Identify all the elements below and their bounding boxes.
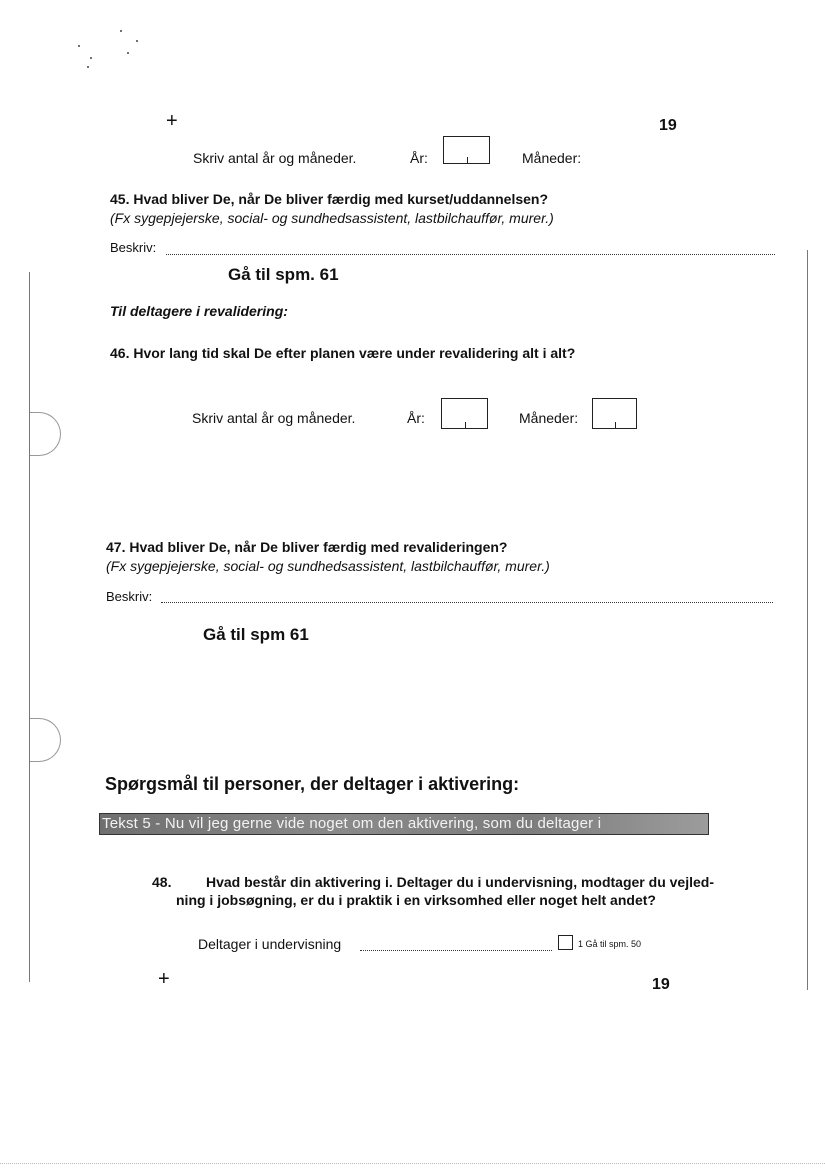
q46-question [110,345,575,361]
q47-goto: Gå til spm 61 [203,625,309,644]
scan-speck [90,57,92,59]
q47-describe-label: Beskriv: [106,589,153,604]
q46-instruction: Skriv antal år og måneder. [192,410,356,426]
q47-number: 47. [106,539,126,555]
q47-example: (Fx sygepjejerske, social- og sundhedsassistent, lastbilchauffør, murer.) [106,558,550,574]
q45-text: Hvad bliver De, når De bliver færdig med kurset/uddannelsen? [133,191,549,207]
q48-number: 48. [152,874,172,890]
q46-months-label: Måneder: [519,410,579,426]
q48-question-line2: ning i jobsøgning, er du i praktik i en virksomhed eller noget helt andet? [176,892,656,908]
q45-describe-label: Beskriv: [110,240,157,255]
q45-example: (Fx sygepjejerske, social- og sundhedsassistent, lastbilchauffør, murer.) [110,210,554,226]
activation-heading: Spørgsmål til personer, der deltager i aktivering: [105,774,520,794]
punch-hole [30,718,61,762]
q47-describe-line[interactable] [161,602,773,603]
q48-option-leader [360,950,552,951]
q45-goto: Gå til spm. 61 [228,265,339,284]
punch-hole [30,412,61,456]
q45-question [110,191,548,207]
q47-question [106,539,507,555]
q46-text: Hvor lang tid skal De efter planen være under revalidering alt i alt? [133,345,576,361]
scan-speck [127,52,129,54]
q48-option-label: Deltager i undervisning [198,936,342,952]
q45-describe-line[interactable] [166,254,775,255]
q48-option-checkbox[interactable] [558,935,573,950]
registration-plus-mark-bottom: + [158,968,170,990]
interviewer-text-banner [99,813,709,835]
scan-speck [136,40,138,42]
q48-question-line1: Hvad består din aktivering i. Deltager du i undervisning, modtager du vejled- [206,874,714,890]
q48-option-code: 1 Gå til spm. 50 [578,939,642,949]
scan-bottom-edge [0,1163,825,1165]
registration-plus-mark: + [166,110,178,132]
scan-speck [78,45,80,47]
q44-years-input[interactable] [443,136,490,164]
q46-years-label: År: [407,410,425,426]
revalidation-heading: Til deltagere i revalidering: [110,303,288,319]
q46-months-input[interactable] [592,398,637,429]
scan-speck [120,30,122,32]
page-number-bottom: 19 [652,976,670,993]
banner-text: Tekst 5 - Nu vil jeg gerne vide noget om den aktivering, som du deltager i [102,815,602,832]
q47-text: Hvad bliver De, når De bliver færdig med revalideringen? [129,539,508,555]
right-margin-line [807,250,808,990]
q44-years-label: År: [410,150,428,166]
left-margin-line [29,272,30,982]
q44-months-label: Måneder: [522,150,582,166]
q45-number: 45. [110,191,130,207]
page-number-top: 19 [659,117,677,134]
q46-number: 46. [110,345,130,361]
scan-speck [87,66,89,68]
q44-instruction: Skriv antal år og måneder. [193,150,357,166]
q46-years-input[interactable] [441,398,488,429]
